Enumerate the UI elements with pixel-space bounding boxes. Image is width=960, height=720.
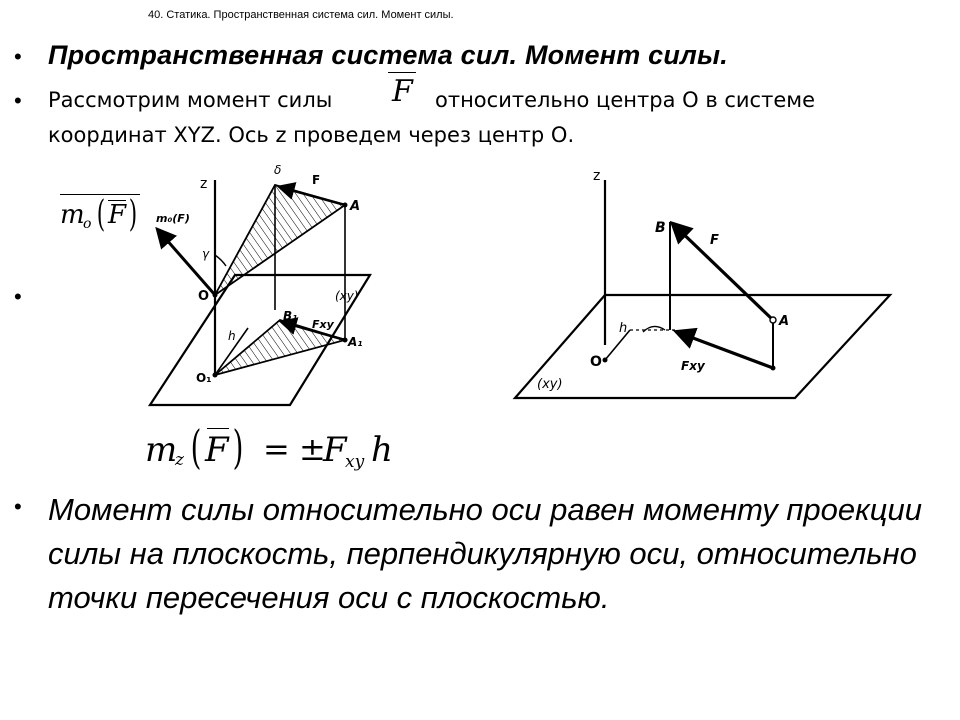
label-b1: B₁: [283, 309, 298, 323]
right-label-fxy: Fxy: [681, 359, 705, 373]
formula-pm: ±: [299, 430, 326, 468]
force-symbol: F: [380, 70, 420, 116]
right-label-z: z: [593, 168, 601, 184]
formula: m z ( F ) = ± F xy h: [145, 420, 393, 474]
formula-sub-z: z: [175, 450, 184, 470]
moment-m: m: [60, 200, 85, 230]
right-label-h: h: [619, 321, 628, 336]
formula-sub-xy: xy: [345, 452, 365, 472]
label-fxy: Fxy: [312, 318, 334, 331]
right-figure: [505, 160, 895, 410]
bullet-1: •: [14, 44, 22, 69]
right-force-arrow: [673, 224, 773, 320]
right-label-o: O: [590, 354, 602, 370]
formula-h: h: [371, 430, 393, 470]
formula-F: F: [205, 430, 229, 470]
conclusion-text: Момент силы относительно оси равен моменту проекции силы на плоскость, перпендикулярную оси, относительно точки пересечения оси с плоскостью.: [48, 492, 922, 615]
formula-Fxy: F: [323, 430, 347, 470]
label-a: A: [350, 199, 361, 214]
label-xy: (xy): [335, 289, 359, 303]
bullet-4: •: [14, 494, 22, 519]
formula-equals: =: [263, 430, 290, 468]
label-z: z: [200, 176, 208, 192]
label-o: O: [198, 289, 210, 304]
moment-sub: o: [83, 216, 92, 232]
formula-m: m: [145, 430, 178, 470]
bullet-3: •: [14, 284, 22, 309]
label-delta: δ: [274, 163, 282, 177]
right-label-f: F: [710, 233, 719, 248]
upper-triangle: [215, 185, 345, 295]
moment-force: F: [108, 200, 127, 230]
slide-title: Пространственная система сил. Момент силы.: [48, 40, 728, 70]
right-xy-plane: [515, 295, 890, 398]
label-f: F: [312, 173, 321, 187]
label-h: h: [228, 329, 236, 343]
label-o1: O₁: [196, 371, 212, 385]
right-label-xy: (xy): [537, 377, 563, 392]
left-figure: [140, 160, 380, 410]
slide-header: 40. Статика. Пространственная система сил. Момент силы.: [148, 9, 454, 21]
intro-text-before: Рассмотрим момент силы: [48, 88, 333, 112]
intro-text-line2: координат XYZ. Ось z проведем через центр О.: [48, 123, 575, 147]
label-gamma: γ: [202, 247, 210, 261]
moment-symbol: m o ( F ): [60, 192, 150, 242]
bullet-2: •: [14, 88, 22, 113]
intro-text-after: относительно центра О в системе: [435, 88, 816, 112]
moment-arrow: [158, 230, 215, 295]
right-label-a: A: [779, 314, 790, 329]
right-label-b: B: [655, 220, 666, 236]
label-a1: A₁: [348, 335, 363, 349]
label-mo: m₀(F): [156, 212, 190, 225]
